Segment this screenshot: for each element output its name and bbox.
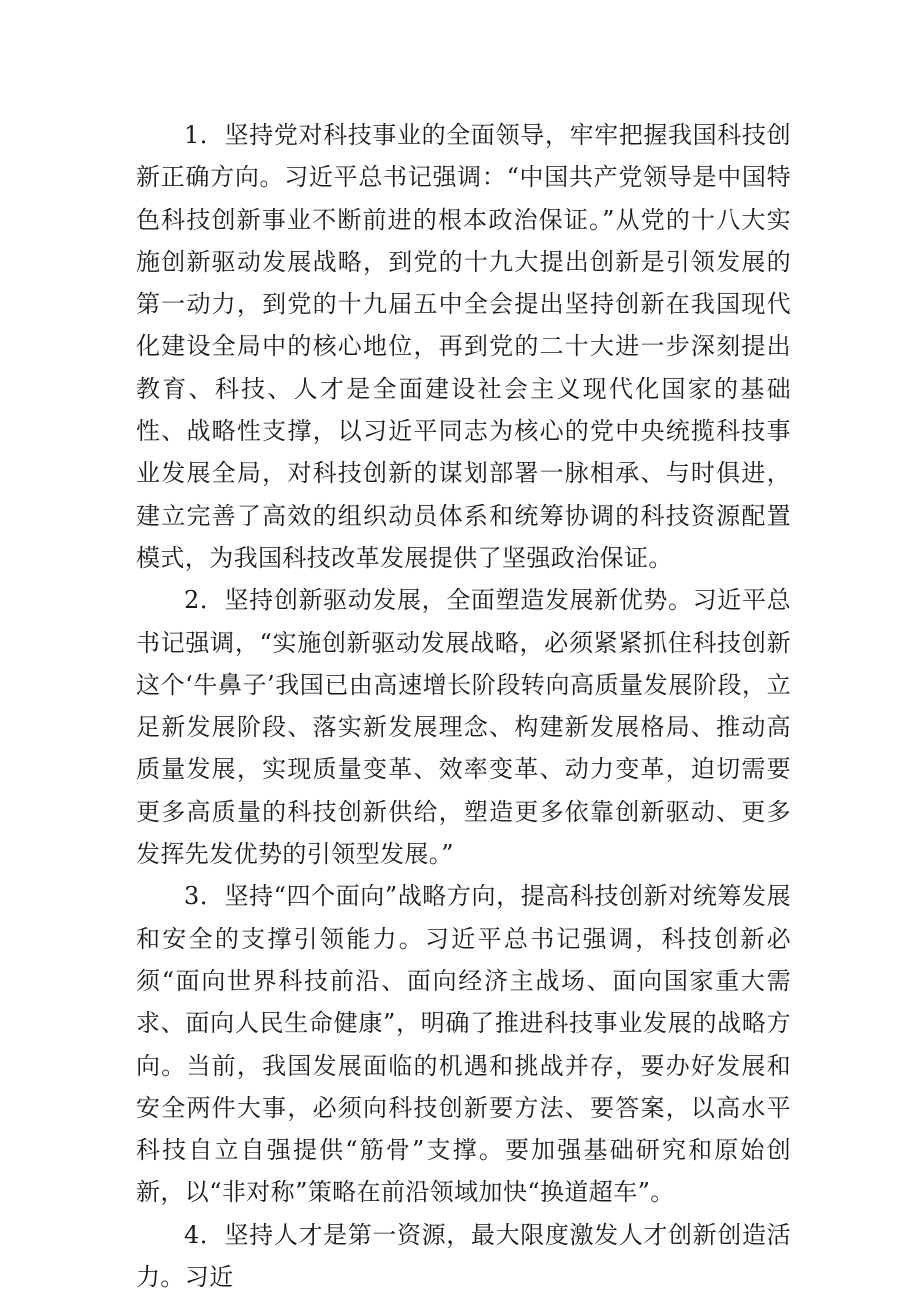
paragraph-1: 1．坚持党对科技事业的全面领导，牢牢把握我国科技创新正确方向。习近平总书记强调：“中国共产党领导是中国特色科技创新事业不断前进的根本政治保证。”从党的十八大实施创新驱动发展战略，到党的十九大提出创新是引领发展的第一动力，到党的十九届五中全会提出坚持创新在我国现代化建设全局中的核心地位，再到党的二十大进一步深刻提出教育、科技、人才是全面建设社会主义现代化国家的基础性、战略性支撑，以习近平同志为核心的党中央统揽科技事业发展全局，对科技创新的谋划部署一脉相承、与时俱进，建立完善了高效的组织动员体系和统筹协调的科技资源配置模式，为我国科技改革发展提供了坚强政治保证。	[136, 121, 791, 572]
paragraph-3: 3．坚持“四个面向”战略方向，提高科技创新对统筹发展和安全的支撑引领能力。习近平总书记强调，科技创新必须“面向世界科技前沿、面向经济主战场、面向国家重大需求、面向人民生命健康”，明确了推进科技事业发展的战略方向。当前，我国发展面临的机遇和挑战并存，要办好发展和安全两件大事，必须向科技创新要方法、要答案，以高水平科技自立自强提供“筋骨”支撑。要加强基础研究和原始创新，以“非对称”策略在前沿领域加快“换道超车”。	[136, 882, 791, 1207]
paragraph-4: 4．坚持人才是第一资源，最大限度激发人才创新创造活力。习近	[136, 1220, 791, 1292]
document-body	[136, 114, 791, 1298]
paragraph-2: 2．坚持创新驱动发展，全面塑造发展新优势。习近平总书记强调，“实施创新驱动发展战略，必须紧紧抓住科技创新这个‘牛鼻子’我国已由高速增长阶段转向高质量发展阶段，立足新发展阶段、落实新发展理念、构建新发展格局、推动高质量发展，实现质量变革、效率变革、动力变革，迫切需要更多高质量的科技创新供给，塑造更多依靠创新驱动、更多发挥先发优势的引领型发展。”	[136, 586, 791, 869]
